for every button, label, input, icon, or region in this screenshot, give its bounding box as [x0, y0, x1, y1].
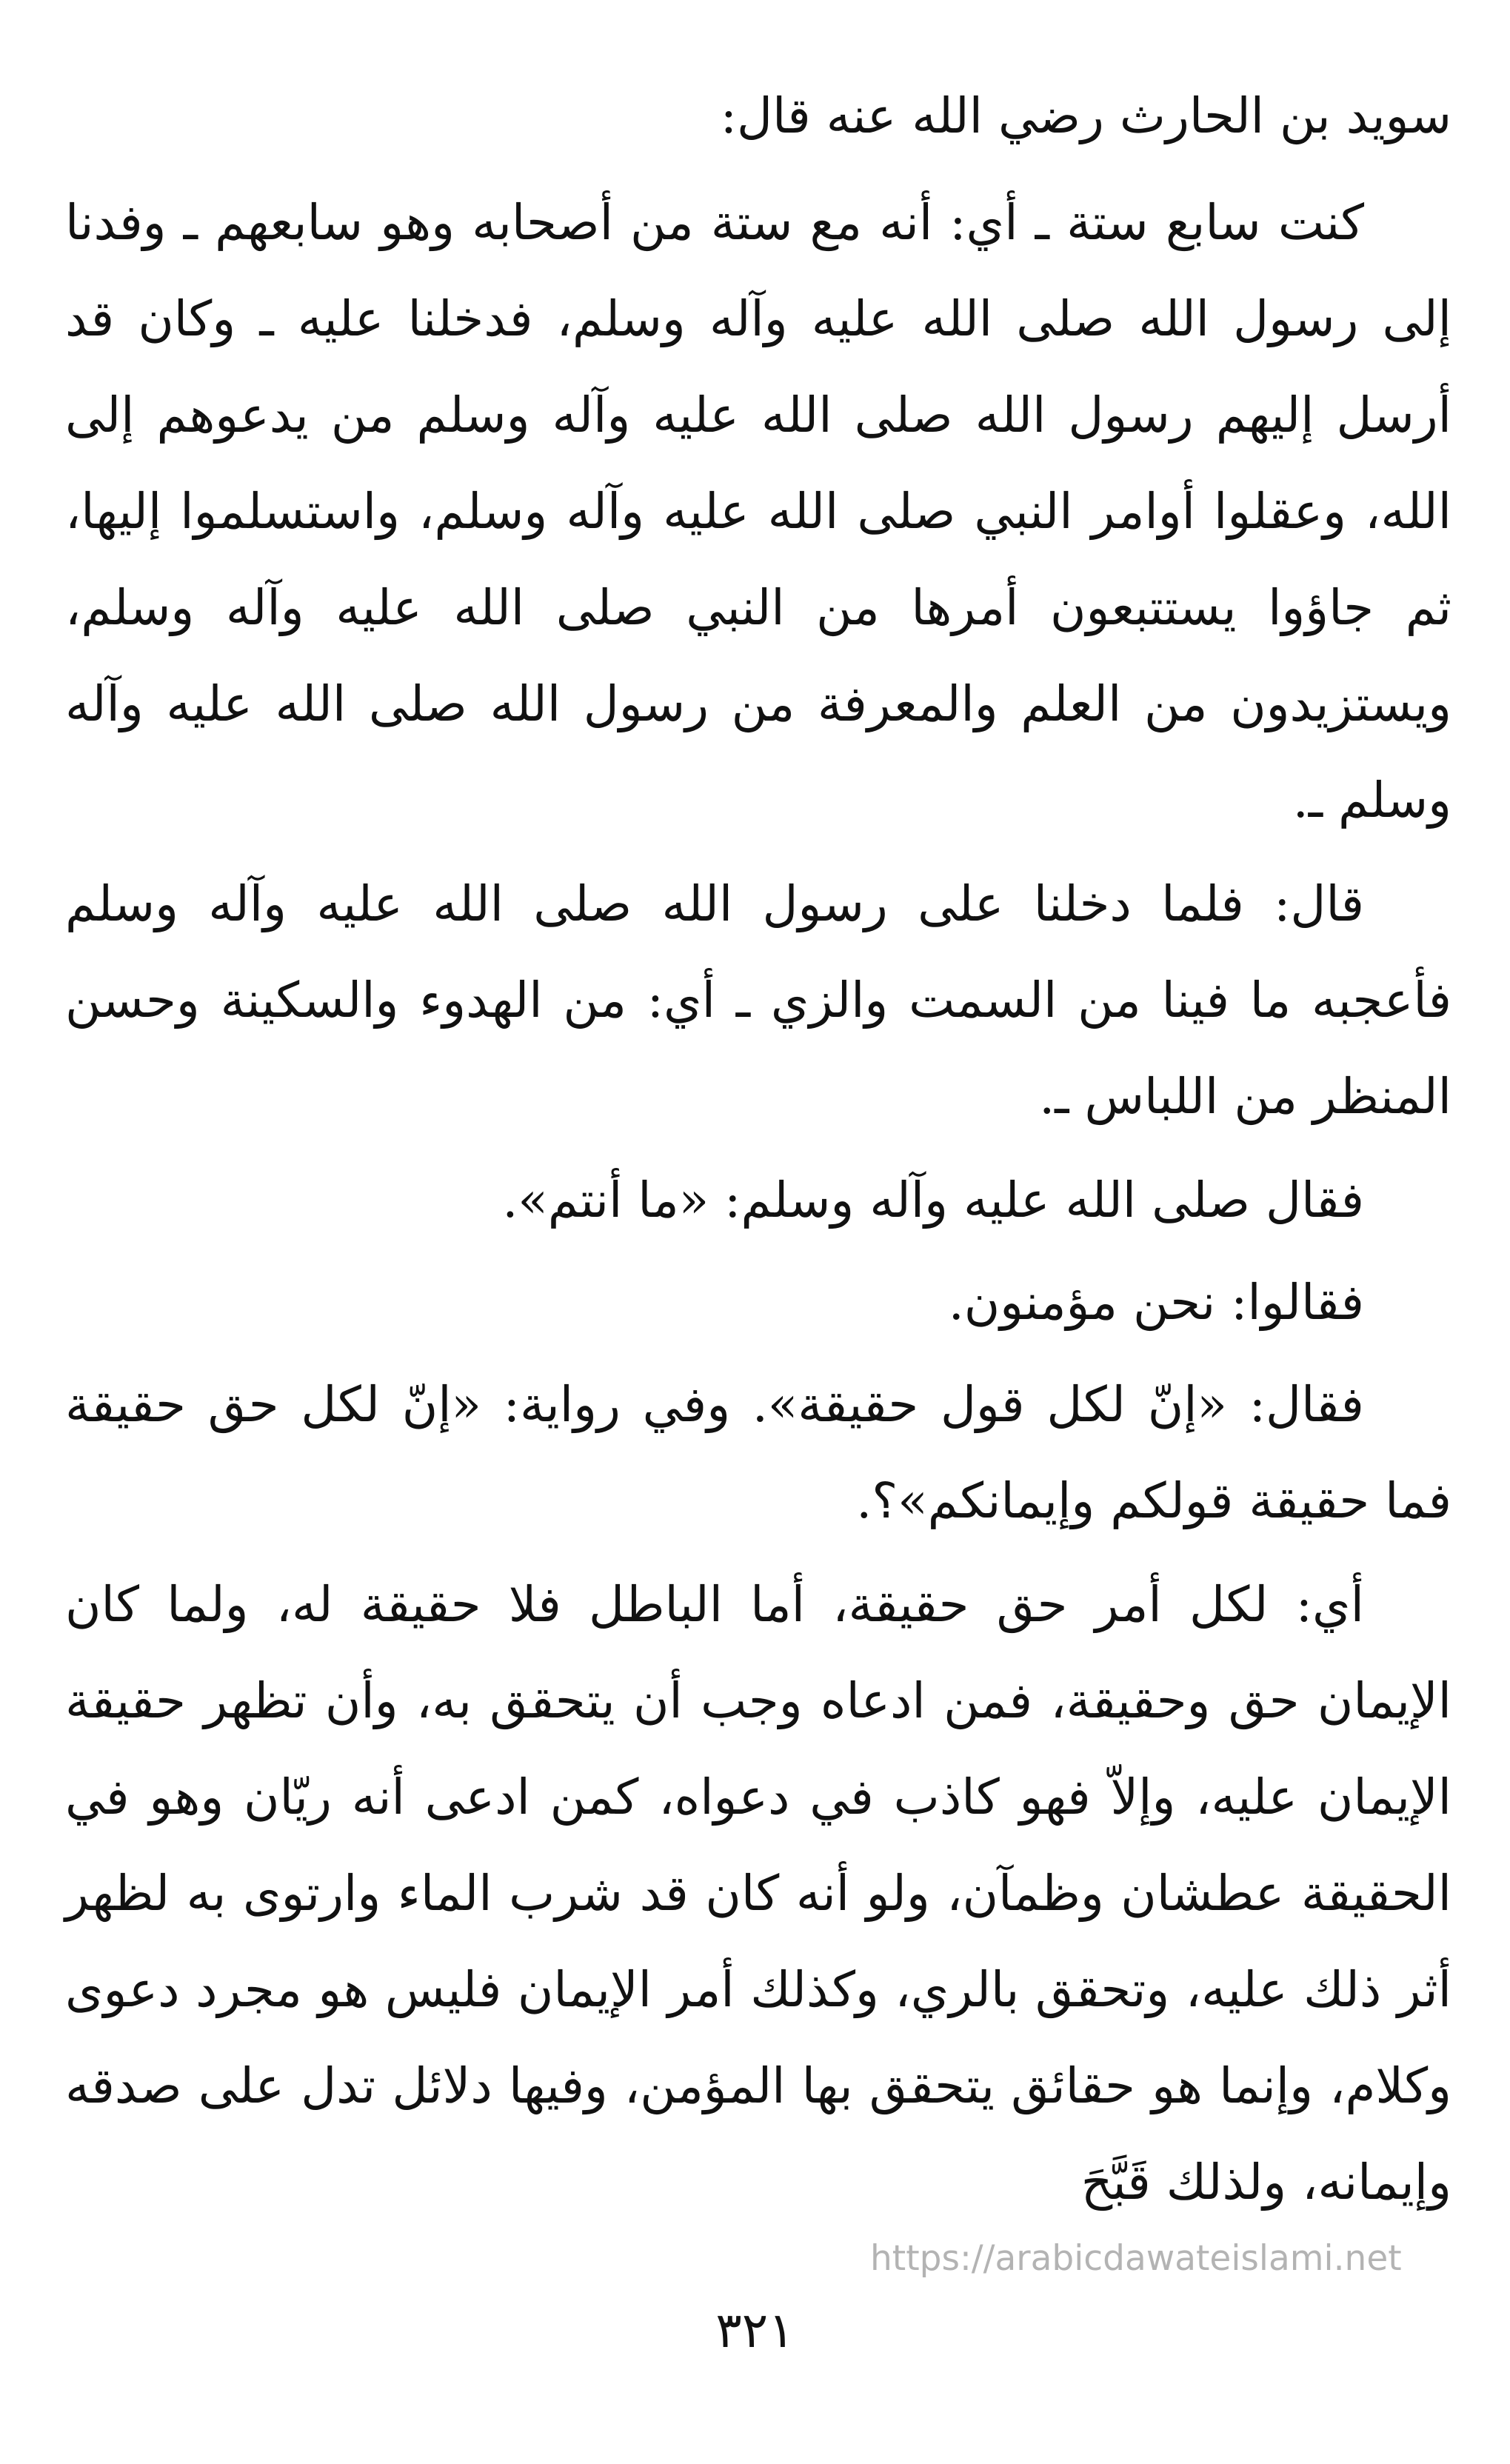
paragraph-delegation: كنت سابع ستة ـ أي: أنه مع ستة من أصحابه وهو سابعهم ـ وفدنا إلى رسول الله صلى الله عليه وآله وسلم، فدخلنا عليه ـ وكان قد أرسل إليهم رسول الله صلى الله عليه وآله وسلم من يدعوهم إلى الله، وعقلوا أوامر النبي صلى الله عليه وآله وسلم، واستسلموا إليها، ثم جاؤوا يستتبعون أمرها من النبي صلى الله عليه وآله وسلم، ويستزيدون من العلم والمعرفة من رسول الله صلى الله عليه وآله وسلم ـ. [65, 194, 1451, 829]
paragraph-answer: فقالوا: نحن مؤمنون. [948, 1274, 1364, 1331]
paragraph-entering: قال: فلما دخلنا على رسول الله صلى الله عليه وآله وسلم فأعجبه ما فينا من السمت والزي ـ أي: من الهدوء والسكينة وحسن المنظر من اللباس ـ. [65, 875, 1451, 1125]
paragraph-reality-saying: فقال: «إنّ لكل قول حقيقة». وفي رواية: «إنّ لكل حق حقيقة فما حقيقة قولكم وإيمانكم»؟. [65, 1376, 1451, 1529]
website-watermark: https://arabicdawateislami.net [870, 2238, 1402, 2279]
paragraph-prophet-question: فقال صلى الله عليه وآله وسلم: «ما أنتم». [502, 1172, 1364, 1229]
paragraph-commentary: أي: لكل أمر حق حقيقة، أما الباطل فلا حقيقة له، ولما كان الإيمان حق وحقيقة، فمن ادعاه وجب أن يتحقق به، وأن تظهر حقيقة الإيمان عليه، وإلاّ فهو كاذب في دعواه، كمن ادعى أنه ريّان وهو في الحقيقة عطشان وظمآن، ولو أنه كان قد شرب الماء وارتوى به لظهر أثر ذلك عليه، وتحقق بالري، وكذلك أمر الإيمان فليس هو مجرد دعوى وكلام، وإنما هو حقائق يتحقق بها المؤمن، وفيها دلائل تدل على صدقه وإيمانه، ولذلك قَبَّحَ [65, 1576, 1451, 2211]
page-body-text [65, 68, 1451, 2231]
page-number: ٣٢١ [715, 2302, 795, 2359]
paragraph-narrator-line: سويد بن الحارث رضي الله عنه قال: [720, 87, 1451, 144]
